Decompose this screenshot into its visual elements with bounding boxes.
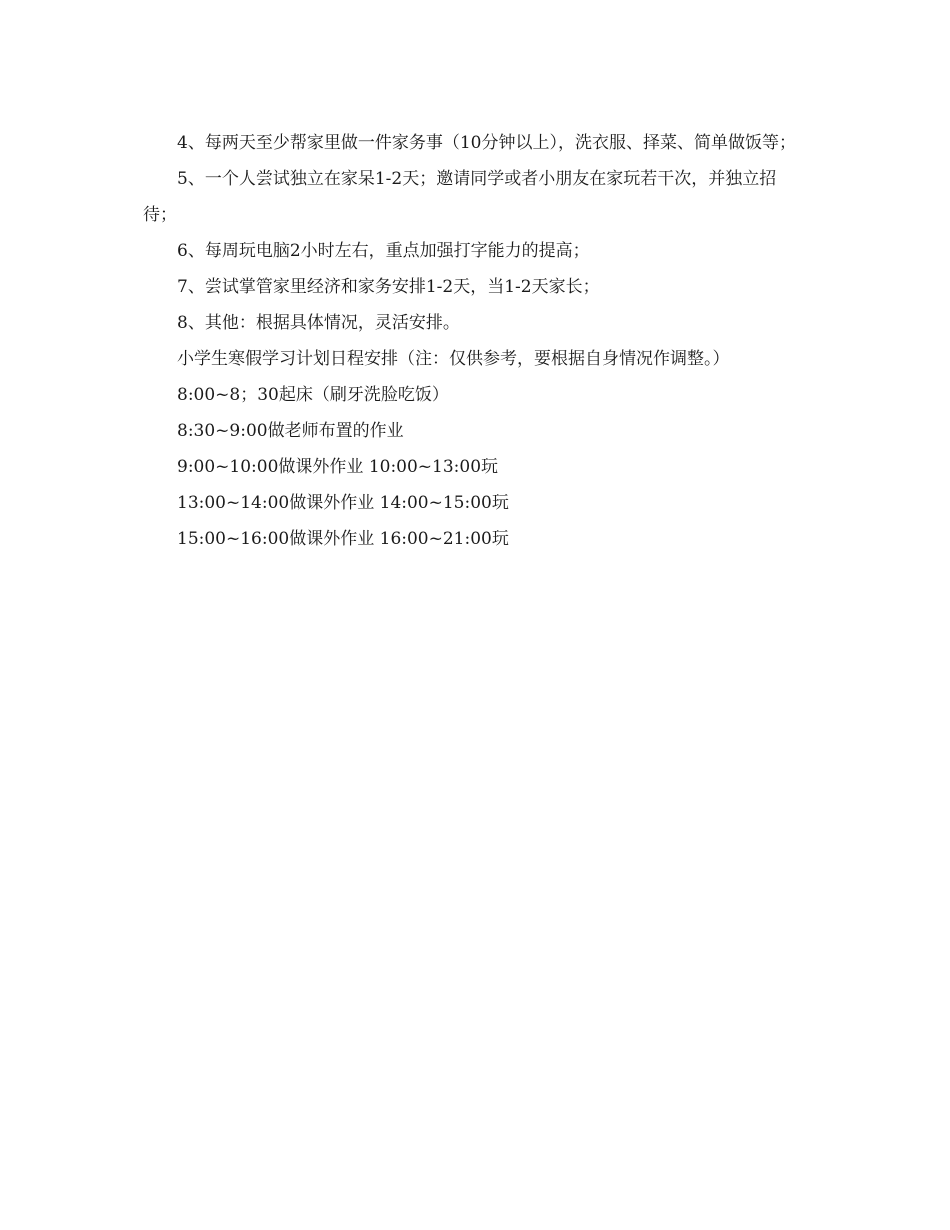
schedule-line: 8:30~9:00做老师布置的作业 <box>177 421 404 441</box>
paragraph-other: 8、其他：根据具体情况，灵活安排。 <box>177 313 460 333</box>
paragraph-chores: 4、每两天至少帮家里做一件家务事（10分钟以上），洗衣服、择菜、简单做饭等； <box>177 133 796 153</box>
schedule-line: 8:00~8；30起床（刷牙洗脸吃饭） <box>177 385 449 405</box>
document-body <box>143 125 810 557</box>
schedule-line: 9:00~10:00做课外作业 10:00~13:00玩 <box>177 457 499 477</box>
schedule-line: 13:00~14:00做课外作业 14:00~15:00玩 <box>177 493 509 513</box>
schedule-line: 15:00~16:00做课外作业 16:00~21:00玩 <box>177 529 509 549</box>
schedule-heading: 小学生寒假学习计划日程安排（注：仅供参考，要根据自身情况作调整。） <box>177 349 730 369</box>
paragraph-household-management: 7、尝试掌管家里经济和家务安排1-2天，当1-2天家长； <box>177 277 600 297</box>
paragraph-independence: 5、一个人尝试独立在家呆1-2天；邀请同学或者小朋友在家玩若干次，并独立招待； <box>143 169 777 225</box>
paragraph-computer: 6、每周玩电脑2小时左右，重点加强打字能力的提高； <box>177 241 590 261</box>
